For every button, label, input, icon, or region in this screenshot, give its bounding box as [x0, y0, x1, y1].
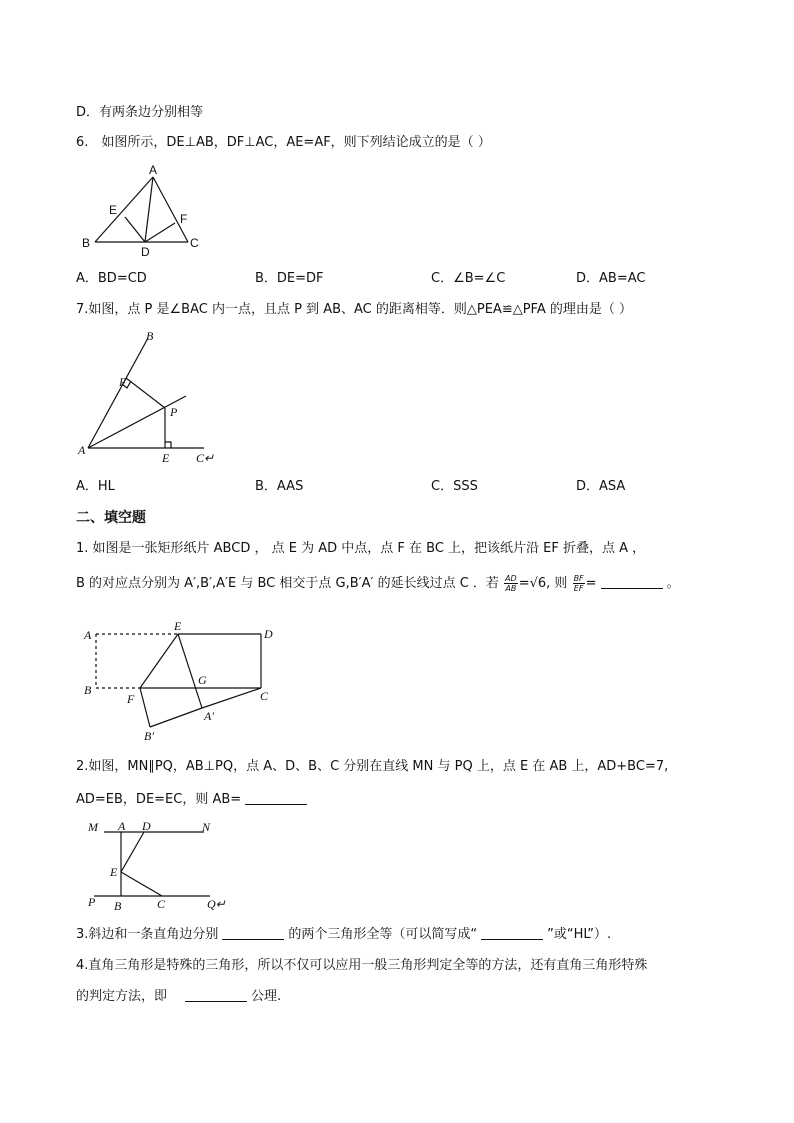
- q6-label-b: B: [82, 236, 91, 250]
- f4-line2-b: 公理.: [251, 989, 282, 1004]
- f2-label-e: E: [110, 865, 118, 879]
- q7-label-b: B: [146, 329, 154, 343]
- q6-label-f: F: [180, 212, 188, 226]
- f2-label-a: A: [118, 819, 126, 833]
- f1-eq-end: =: [585, 576, 597, 591]
- q7-option-c: C．SSS: [431, 479, 478, 494]
- f1-period: 。: [666, 576, 680, 591]
- q7-label-f: F: [119, 375, 127, 389]
- f4-line1: 4.直角三角形是特殊的三角形，所以不仅可以应用一般三角形判定全等的方法，还有直角三角形特殊: [76, 958, 648, 973]
- f1-eq-mid: =√6, 则: [518, 576, 568, 591]
- f3-blank-2[interactable]: [481, 927, 543, 940]
- q7-option-b: B．AAS: [255, 479, 304, 494]
- f2-label-q: Q↵: [207, 897, 226, 911]
- q5-option-d: D．有两条边分别相等: [76, 105, 204, 120]
- f2-line1: 2.如图，MN∥PQ，AB⊥PQ，点 A、D、B、C 分别在直线 MN 与 PQ 上，点 E 在 AB 上，AD+BC=7,: [76, 759, 669, 774]
- q6-option-d: D．AB=AC: [576, 271, 646, 286]
- f1-label-a-prime: A′: [204, 709, 214, 723]
- q7-option-d: D．ASA: [576, 479, 626, 494]
- f2-line2: [76, 791, 311, 809]
- q7-label-a: A: [78, 443, 86, 457]
- q6-option-b: B．DE=DF: [255, 271, 324, 286]
- q7-figure: [76, 326, 226, 468]
- f1-label-a: A: [84, 628, 92, 642]
- f1-figure: [80, 620, 280, 744]
- f1-label-f: F: [127, 692, 135, 706]
- q6-option-c: C．∠B=∠C: [431, 271, 506, 286]
- q7-label-e: E: [162, 451, 170, 465]
- f1-label-g: G: [198, 673, 207, 687]
- q6-label-c: C: [190, 236, 199, 250]
- f3-part2: 的两个三角形全等（可以简写成“: [288, 927, 478, 942]
- q6-figure: [80, 165, 210, 261]
- q7-stem: [76, 301, 632, 319]
- f1-line1: 1. 如图是一张矩形纸片 ABCD ， 点 E 为 AD 中点，点 F 在 BC 上，把该纸片沿 EF 折叠，点 A ，: [76, 541, 646, 556]
- f3-blank-1[interactable]: [222, 927, 284, 940]
- f1-frac1-den: AB: [505, 584, 517, 593]
- f1-frac-ad-ab: [504, 574, 518, 593]
- f4-line2-a: 的判定方法，即: [76, 989, 168, 1004]
- f2-label-d: D: [142, 819, 151, 833]
- f2-label-m: M: [88, 820, 98, 834]
- f1-line2-pre: B 的对应点分别为 A′,B′,A′E 与 BC 相交于点 G,B′A′ 的延长线过点 C ．若: [76, 576, 499, 591]
- f1-label-b: B: [84, 683, 92, 697]
- f2-label-c: C: [157, 897, 166, 911]
- q7-option-a: A．HL: [76, 479, 115, 494]
- section2-title: 二、填空题: [76, 510, 146, 526]
- q7-stem-text: 7.如图，点 P 是∠BAC 内一点，且点 P 到 AB、AC 的距离相等．则△PEA≌△PFA 的理由是（ ）: [76, 302, 632, 317]
- q7-label-c: C↵: [196, 451, 215, 465]
- f2-label-b: B: [114, 899, 122, 913]
- f3-line: [76, 926, 611, 944]
- f2-line2-text: AD=EB，DE=EC，则 AB=: [76, 792, 242, 807]
- f1-frac2-num: BF: [573, 574, 584, 583]
- f2-answer-blank[interactable]: [245, 792, 307, 805]
- f3-part3: ”或“HL”）.: [547, 927, 612, 942]
- f1-label-c: C: [260, 689, 269, 703]
- f1-label-d: D: [264, 627, 273, 641]
- q6-label-a: A: [149, 163, 158, 177]
- f3-part1: 3.斜边和一条直角边分别: [76, 927, 219, 942]
- q6-label-d: D: [141, 245, 150, 259]
- q6-stem: 6. 如图所示，DE⊥AB，DF⊥AC，AE=AF，则下列结论成立的是（ ）: [76, 135, 491, 150]
- f1-label-e: E: [174, 619, 182, 633]
- f1-frac1-num: AD: [505, 574, 517, 583]
- f2-figure: [84, 818, 234, 914]
- q7-label-p: P: [170, 405, 178, 419]
- f2-label-n: N: [202, 820, 211, 834]
- f4-answer-blank[interactable]: [185, 989, 247, 1002]
- q6-label-e: E: [109, 203, 118, 217]
- f1-answer-blank[interactable]: [601, 576, 663, 589]
- q6-option-a: A．BD=CD: [76, 271, 147, 286]
- f1-line2: [76, 574, 680, 593]
- f4-line2: [76, 988, 281, 1006]
- f1-frac2-den: EF: [573, 584, 584, 593]
- f2-label-p: P: [88, 895, 96, 909]
- f1-label-b-prime: B′: [144, 729, 154, 743]
- f1-frac-bf-ef: [573, 574, 585, 593]
